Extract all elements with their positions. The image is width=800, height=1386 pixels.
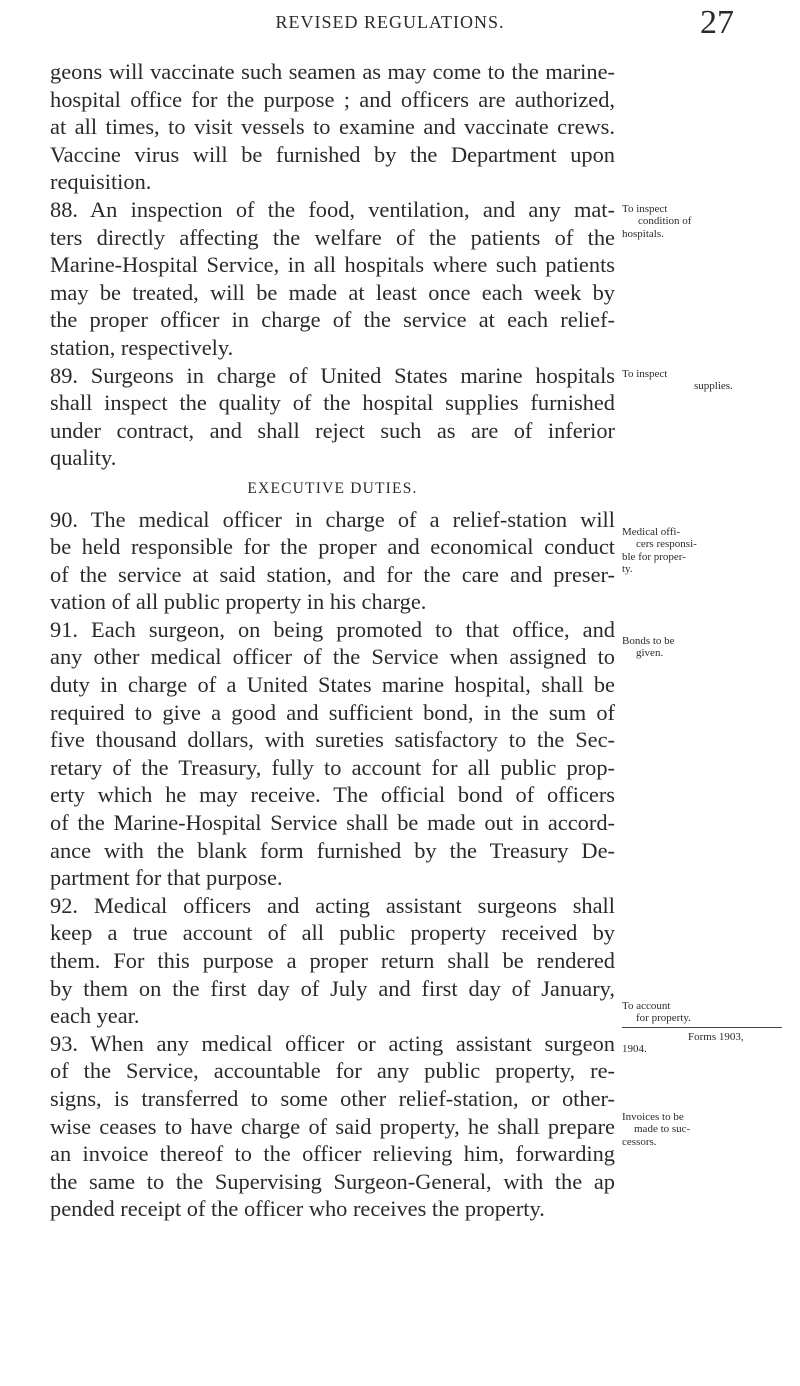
- margin-rule: [622, 1027, 782, 1028]
- text-line: ance with the blank form furnished by the Treasury De-: [50, 837, 615, 863]
- margin-note-line: for property.: [636, 1012, 691, 1025]
- text-line: them. For this purpose a proper return shall be rendered: [50, 948, 615, 973]
- text-line: required to give a good and sufficient bond, in the sum of: [50, 699, 615, 725]
- margin-note-line: 1904.: [622, 1043, 647, 1056]
- text-line: duty in charge of a United States marine hospital, shall be: [50, 672, 615, 698]
- margin-note-line: supplies.: [694, 380, 733, 393]
- text-line: 92. Medical officers and acting assistant surgeons shall: [50, 892, 615, 918]
- text-line: keep a true account of all public property received by: [50, 920, 615, 946]
- text-line: at all times, to visit vessels to examine and vaccinate crews.: [50, 114, 615, 140]
- text-line: quality.: [50, 445, 117, 471]
- text-line: Vaccine virus will be furnished by the Department upon: [50, 141, 615, 167]
- margin-note-bonds: [622, 635, 787, 660]
- margin-note-inspect-supplies: [622, 368, 787, 393]
- margin-note-line: Medical offi-: [622, 526, 681, 538]
- margin-note-line: ty.: [622, 563, 633, 576]
- paragraph-vaccination: [50, 58, 615, 196]
- text-line: ters directly affecting the welfare of the patients of the: [50, 224, 615, 250]
- margin-note-line: cessors.: [622, 1135, 657, 1148]
- text-line: Marine-Hospital Service, in all hospitals where such patients: [50, 252, 615, 278]
- text-line: under contract, and shall reject such as are of inferior: [50, 417, 615, 443]
- text-line: may be treated, will be made at least once each week by: [50, 279, 615, 305]
- text-line: hospital office for the purpose ; and officers are authorized,: [50, 86, 615, 112]
- text-line: partment for that purpose.: [50, 865, 283, 891]
- margin-note-line: Invoices to be: [622, 1111, 684, 1123]
- text-line: wise ceases to have charge of said property, he shall prepare: [50, 1113, 615, 1139]
- text-line: 89. Surgeons in charge of United States marine hospitals: [50, 362, 615, 388]
- text-line: station, respectively.: [50, 334, 234, 360]
- paragraph-88: [50, 196, 615, 362]
- text-line: 90. The medical officer in charge of a relief-station will: [50, 506, 615, 532]
- text-line: the proper officer in charge of the service at each relief-: [50, 307, 615, 333]
- paragraph-90: [50, 506, 615, 616]
- margin-note-line: condition of: [638, 215, 692, 228]
- margin-note-medical-officers: [622, 526, 787, 576]
- text-line: an invoice thereof to the officer relieving him, forwarding: [50, 1141, 615, 1167]
- margin-note-line: made to suc-: [634, 1123, 691, 1136]
- margin-note-invoices: [622, 1111, 787, 1148]
- text-line: by them on the first day of July and first day of January,: [50, 975, 615, 1001]
- margin-note-line: To inspect: [622, 203, 668, 215]
- text-line: 88. An inspection of the food, ventilation, and any mat-: [50, 196, 615, 222]
- text-line: 93. When any medical officer or acting assistant surgeon: [50, 1030, 615, 1056]
- text-line: each year.: [50, 1003, 140, 1029]
- margin-note-line: cers responsi-: [636, 538, 697, 551]
- text-line: shall inspect the quality of the hospital supplies furnished: [50, 390, 615, 416]
- margin-note-line: given.: [636, 647, 664, 660]
- text-line: the same to the Supervising Surgeon-General, with the ap: [50, 1168, 615, 1194]
- text-line: of the service at said station, and for the care and preser-: [50, 561, 615, 587]
- margin-note-line: To account: [622, 1000, 671, 1012]
- margin-note-line: ble for proper-: [622, 550, 686, 563]
- margin-note-inspect-condition: [622, 203, 787, 240]
- paragraph-93: [50, 1030, 615, 1223]
- text-line: be held responsible for the proper and economical conduct: [50, 534, 615, 560]
- text-line: requisition.: [50, 169, 152, 195]
- paragraph-91: [50, 616, 615, 892]
- text-line: geons will vaccinate such seamen as may come to the marine-: [50, 59, 615, 84]
- margin-note-line: To inspect: [622, 368, 668, 380]
- section-heading: EXECUTIVE DUTIES.: [247, 479, 418, 497]
- text-line: retary of the Treasury, fully to account for all public prop-: [50, 754, 615, 780]
- text-line: five thousand dollars, with sureties satisfactory to the Sec-: [50, 727, 615, 753]
- margin-note-line: Bonds to be: [622, 635, 675, 647]
- text-line: erty which he may receive. The official bond of officers: [50, 782, 615, 808]
- text-line: any other medical officer of the Service when assigned to: [50, 644, 615, 670]
- text-line: 91. Each surgeon, on being promoted to that office, and: [50, 616, 615, 642]
- text-line: of the Marine-Hospital Service shall be made out in accord-: [50, 810, 615, 836]
- text-line: of the Service, accountable for any public property, re-: [50, 1058, 615, 1084]
- body-text: [50, 58, 615, 1223]
- running-head: REVISED REGULATIONS.: [275, 12, 505, 32]
- text-line: signs, is transferred to some other relief-station, or other-: [50, 1085, 615, 1111]
- margin-note-account-property: [622, 1000, 787, 1056]
- text-line: vation of all public property in his charge.: [50, 589, 427, 615]
- page-number: 27: [700, 4, 734, 41]
- text-line: pended receipt of the officer who receives the property.: [50, 1196, 545, 1222]
- paragraph-89: [50, 362, 615, 472]
- margin-note-line: hospitals.: [622, 227, 664, 240]
- margin-note-line: Forms 1903,: [688, 1030, 744, 1043]
- paragraph-92: [50, 892, 615, 1030]
